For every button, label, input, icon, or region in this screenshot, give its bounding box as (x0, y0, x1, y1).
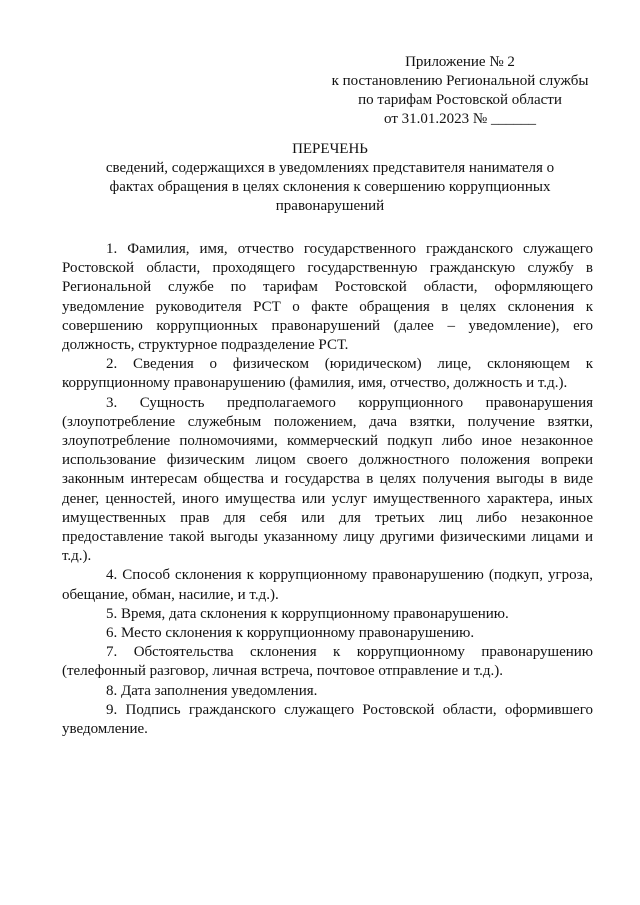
list-item: 4. Способ склонения к коррупционному правонарушению (подкуп, угроза, обещание, обман, насилие, и т.д.). (62, 567, 593, 603)
items-list (62, 240, 593, 739)
appendix-number: Приложение № 2 (405, 54, 515, 70)
list-item: 9. Подпись гражданского служащего Ростовской области, оформившего уведомление. (62, 701, 593, 738)
list-item: 2. Сведения о физическом (юридическом) лице, склоняющем к коррупционному правонарушению (фамилия, имя, отчество, должность и т.д.). (62, 356, 593, 392)
list-item: 1. Фамилия, имя, отчество государственного гражданского служащего Ростовской области, проходящего государственную гражданскую службу в Региональной службе по тарифам Ростовской области, оформляющего уведомление руководителя РСТ о факте обращения в целях склонения к совершению коррупционных правонарушений (далее – уведомление), его должность, структурное подразделение РСТ. (62, 241, 593, 354)
list-item: 7. Обстоятельства склонения к коррупционному правонарушению (телефонный разговор, личная встреча, почтовое отправление и т.д.). (62, 644, 593, 680)
document-title: ПЕРЕЧЕНЬ (292, 141, 368, 157)
appendix-resolution-ref: к постановлению Региональной службы (331, 73, 589, 89)
list-item: 6. Место склонения к коррупционному правонарушению. (106, 625, 475, 642)
appendix-date: от 31.01.2023 № ______ (384, 111, 536, 127)
appendix-issuer: по тарифам Ростовской области (358, 92, 562, 108)
document-heading (60, 140, 600, 216)
list-item: 5. Время, дата склонения к коррупционному правонарушению. (106, 605, 509, 622)
list-item: 8. Дата заполнения уведомления. (106, 682, 318, 699)
list-item: 3. Сущность предполагаемого коррупционного правонарушения (злоупотребление служебным положением, дача взятки, получение взятки, злоупотребление полномочиями, коммерческий подкуп либо иное незаконное использование физическим лицом своего должностного положения вопреки законным интересам общества и государства в целях получения выгоды в виде денег, ценностей, иного имущества или услуг имущественного характера, иных имущественных прав для себя или для третьих лиц либо незаконное предоставление такой выгоды указанному лицу другими физическими лицами и т.д.). (62, 394, 593, 565)
appendix-header (310, 53, 610, 129)
document-subtitle: сведений, содержащихся в уведомлениях представителя нанимателя о фактах обращения в целях склонения к совершению коррупционных правонарушений (105, 160, 555, 214)
